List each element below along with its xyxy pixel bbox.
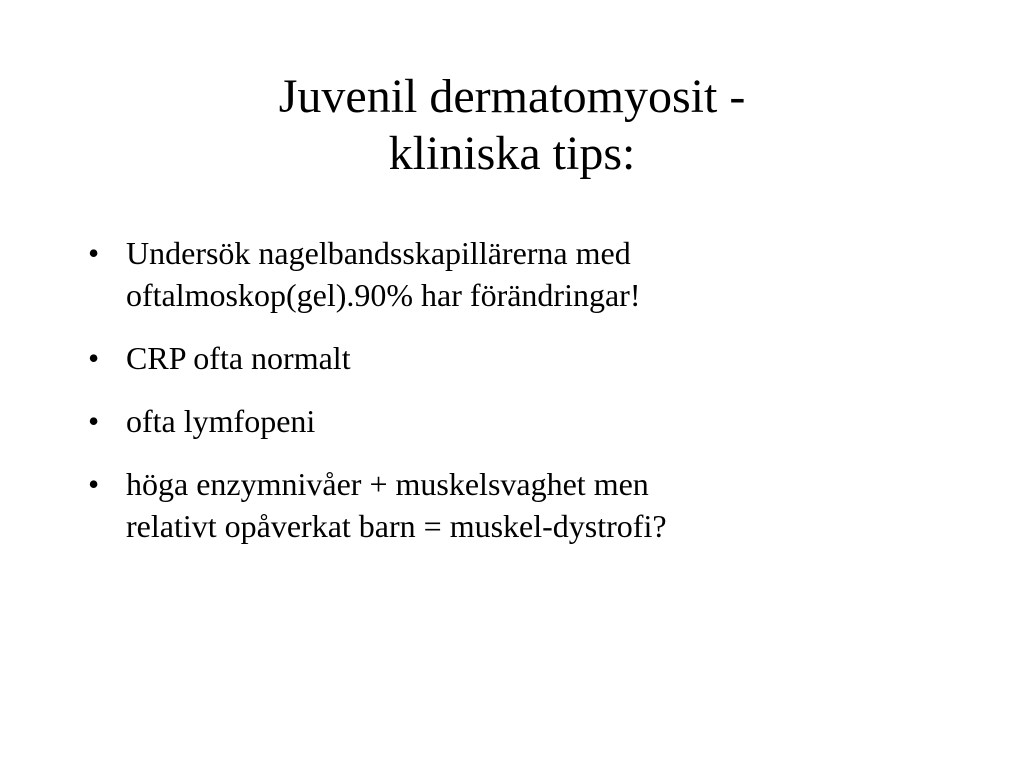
- bullet-item-nailfold-capillaries: [88, 232, 948, 316]
- bullet-icon: •: [88, 466, 100, 502]
- bullet-text-line: oftalmoskop(gel).90% har förändringar!: [126, 277, 641, 313]
- bullet-text-line: Undersök nagelbandsskapillärerna med: [126, 235, 631, 271]
- bullet-item-lymphopenia: [88, 400, 948, 442]
- bullet-item-enzyme-levels: [88, 463, 948, 547]
- bullet-text-line: ofta lymfopeni: [126, 403, 316, 439]
- title-line-1: Juvenil dermatomyosit -: [278, 70, 746, 123]
- bullet-text-line: CRP ofta normalt: [126, 340, 351, 376]
- bullet-text-line: relativt opåverkat barn = muskel-dystrofi?: [126, 508, 667, 544]
- slide-title: [0, 68, 1024, 182]
- bullet-item-crp: [88, 337, 948, 379]
- title-line-2: kliniska tips:: [388, 127, 636, 180]
- bullet-icon: •: [88, 403, 100, 439]
- bullet-text-line: höga enzymnivåer + muskelsvaghet men: [126, 466, 649, 502]
- bullet-list: [88, 232, 948, 547]
- bullet-icon: •: [88, 340, 100, 376]
- bullet-icon: •: [88, 235, 100, 271]
